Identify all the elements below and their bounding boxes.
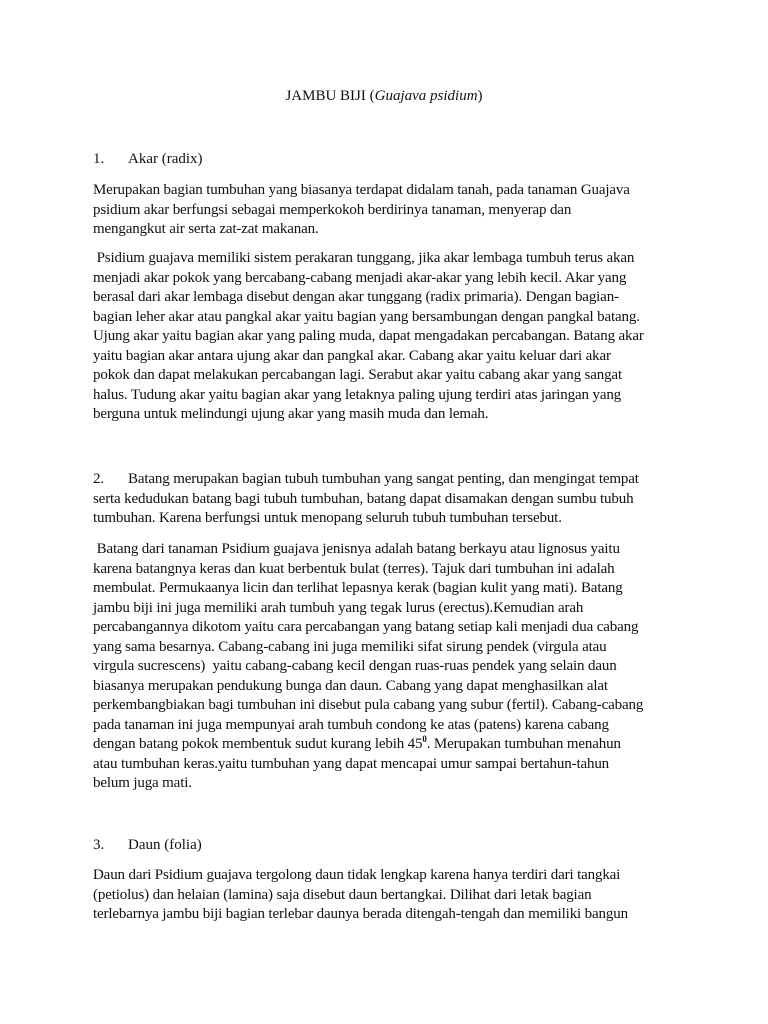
text-line: Merupakan bagian tumbuhan yang biasanya terdapat didalam tanah, pada tanaman Guajava xyxy=(93,182,630,198)
text-line: belum juga mati. xyxy=(93,775,192,791)
section-1-title: Akar (radix) xyxy=(128,151,203,167)
text-line: Psidium guajava memiliki sistem perakaran tunggang, jika akar lembaga tumbuh terus akan xyxy=(93,250,635,266)
document-title xyxy=(0,87,768,106)
text-line: berasal dari akar lembaga disebut dengan akar tunggang (radix primaria). Dengan bagian- xyxy=(93,289,619,305)
section-1-number: 1. xyxy=(93,151,105,167)
text-line xyxy=(93,735,681,755)
section-2-paragraph-1 xyxy=(93,470,681,529)
title-close: ) xyxy=(477,88,483,104)
text-line: terlebarnya jambu biji bagian terlebar daunya berada ditengah-tengah dan memiliki bangun xyxy=(93,906,628,922)
text-line: yang sama besarnya. Cabang-cabang ini juga memiliki sifat sirung pendek (virgula atau xyxy=(93,638,607,655)
title-scientific-name: Guajava psidium xyxy=(374,88,478,104)
section-2-number: 2. xyxy=(93,471,104,487)
text-line: berguna untuk melindungi ujung akar yang masih muda dan lemah. xyxy=(93,406,489,422)
text-line: Ujung akar yaitu bagian akar yang paling muda, dapat mengadakan percabangan. Batang akar xyxy=(93,328,644,344)
text-line: (petiolus) dan helaian (lamina) saja disebut daun bertangkai. Dilihat dari letak bagian xyxy=(93,886,592,903)
degree-line-text-end: . Merupakan tumbuhan menahun xyxy=(426,736,621,752)
text-line: pokok dan dapat melakukan percabangan lagi. Serabut akar yaitu cabang akar yang sangat xyxy=(93,367,622,383)
section-1-paragraph-1 xyxy=(93,181,681,240)
section-3-title: Daun (folia) xyxy=(128,837,202,853)
section-1-paragraph-2 xyxy=(93,249,681,425)
title-text: JAMBU BIJI ( xyxy=(285,88,375,104)
text-line: Batang dari tanaman Psidium guajava jenisnya adalah batang berkayu atau lignosus yaitu xyxy=(93,541,620,557)
text-line: bagian leher akar atau pangkal akar yaitu bagian yang bersambungan dengan pangkal batang. xyxy=(93,308,640,325)
section-3-paragraph-1 xyxy=(93,866,681,925)
text-line: perkembangbiakan bagi tumbuhan ini disebut pula cabang yang subur (fertil). Cabang-cabang xyxy=(93,697,644,713)
degree-superscript: 0 xyxy=(422,734,427,744)
section-2-first-line: Batang merupakan bagian tubuh tumbuhan yang sangat penting, dan mengingat tempat xyxy=(128,471,639,487)
text-line: karena batangnya keras dan kuat berbentuk bulat (terres). Tajuk dari tumbuhan ini adalah xyxy=(93,560,615,577)
text-line: psidium akar berfungsi sebagai memperkokoh berdirinya tanaman, menyerap dan xyxy=(93,201,572,218)
section-2-paragraph-2 xyxy=(93,540,681,794)
text-line: serta kedudukan batang bagi tubuh tumbuhan, batang dapat disamakan dengan sumbu tubuh xyxy=(93,490,634,507)
text-line xyxy=(93,470,681,490)
text-line: halus. Tudung akar yaitu bagian akar yang letaknya paling ujung terdiri atas jaringan yang xyxy=(93,386,622,403)
text-line: membulat. Permukaanya licin dan terlihat lepasnya kerak (bagian kulit yang mati). Batang xyxy=(93,580,623,596)
text-line: percabangannya dikotom yaitu cara percabangan yang batang setiap kali menjadi dua cabang xyxy=(93,619,639,635)
text-line: tumbuhan. Karena berfungsi untuk menopang seluruh tubuh tumbuhan tersebut. xyxy=(93,510,562,526)
text-line: virgula sucrescens) yaitu cabang-cabang kecil dengan ruas-ruas pendek yang selain daun xyxy=(93,658,617,674)
text-line: menjadi akar pokok yang bercabang-cabang menjadi akar-akar yang lebih kecil. Akar yang xyxy=(93,269,627,286)
section-1-heading xyxy=(93,150,203,169)
section-3-heading xyxy=(93,836,202,855)
section-3-number: 3. xyxy=(93,837,105,853)
text-line: atau tumbuhan keras.yaitu tumbuhan yang dapat mencapai umur sampai bertahun-tahun xyxy=(93,755,610,772)
text-line: biasanya merupakan pendukung bunga dan daun. Cabang yang dapat menghasilkan alat xyxy=(93,677,608,694)
degree-line-text: dengan batang pokok membentuk sudut kurang lebih 45 xyxy=(93,736,423,752)
text-line: mengangkut air serta zat-zat makanan. xyxy=(93,221,319,237)
text-line: yaitu bagian akar antara ujung akar dan pangkal akar. Cabang akar yaitu keluar dari akar xyxy=(93,347,611,364)
text-line: Daun dari Psidium guajava tergolong daun tidak lengkap karena hanya terdiri dari tangkai xyxy=(93,867,621,883)
text-line: pada tanaman ini juga mempunyai arah tumbuh condong ke atas (patens) karena cabang xyxy=(93,716,609,733)
text-line: jambu biji ini juga memiliki arah tumbuh yang tegak lurus (erectus).Kemudian arah xyxy=(93,599,584,616)
